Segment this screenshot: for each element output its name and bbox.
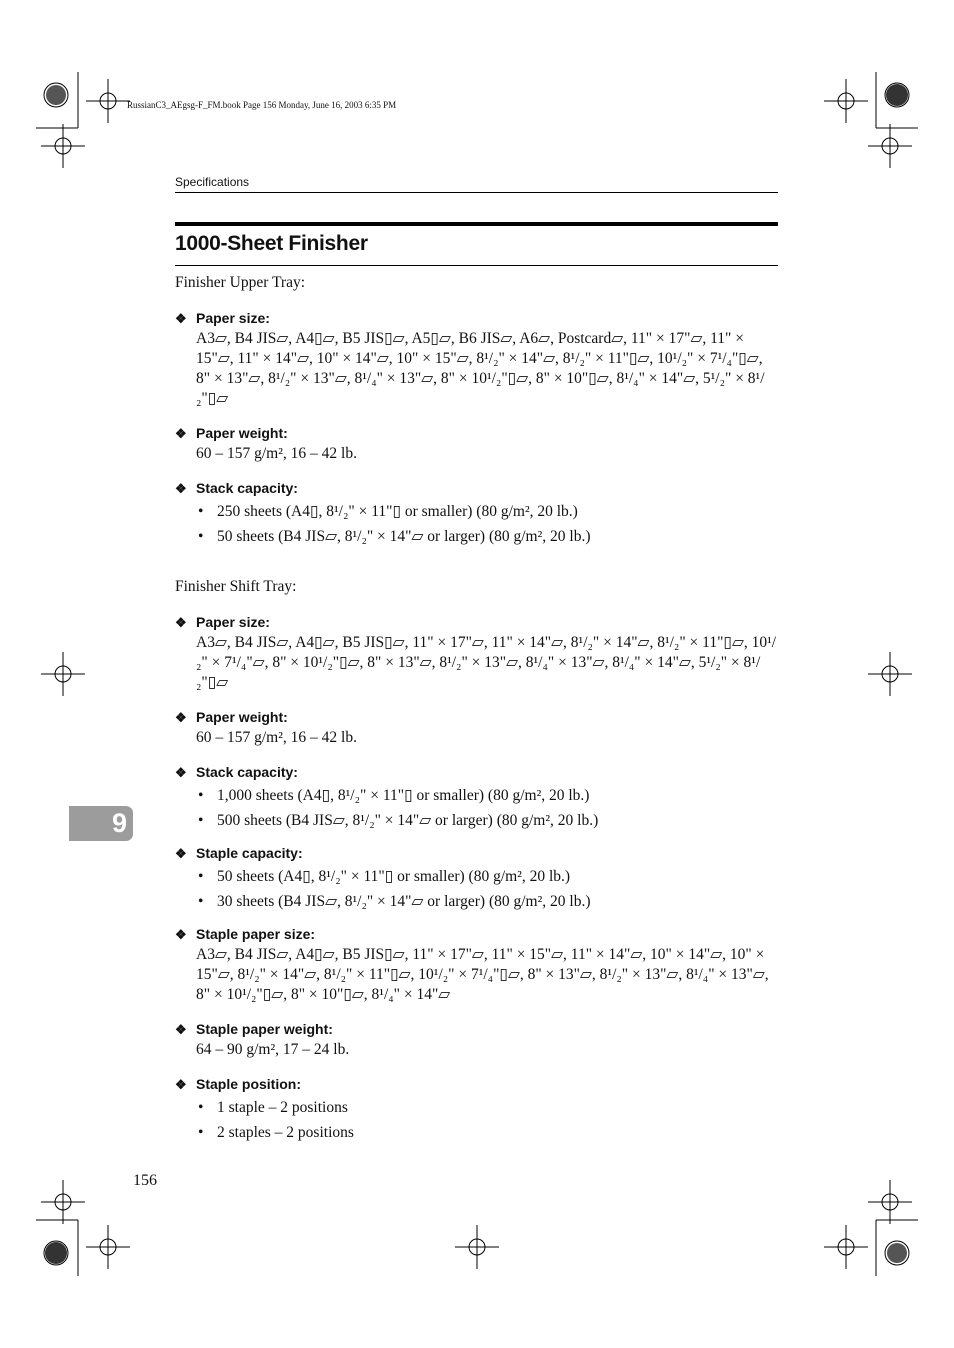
shift-tray-title: Finisher Shift Tray: — [175, 578, 297, 595]
diamond-icon: ❖ — [175, 1022, 187, 1037]
staple-paper-weight-label: ❖ Staple paper weight: — [175, 1019, 779, 1040]
staple-position-list — [175, 1095, 779, 1145]
diamond-icon: ❖ — [175, 481, 187, 496]
page-number: 156 — [133, 1172, 157, 1189]
file-info: RussianC3_AEgsg-F_FM.book Page 156 Monday, June 16, 2003 6:35 PM — [127, 100, 397, 110]
list-item: • 500 sheets (B4 JIS▱, 8¹/₂" × 14"▱ or larger) (80 g/m², 20 lb.) — [196, 808, 779, 833]
title-rule — [175, 265, 778, 266]
chapter-tab: 9 — [69, 806, 133, 841]
diamond-icon: ❖ — [175, 846, 187, 861]
diamond-icon: ❖ — [175, 1077, 187, 1092]
heading-bar — [175, 222, 778, 226]
staple-paper-size-label: ❖ Staple paper size: — [175, 924, 779, 945]
upper-paper-weight-label: ❖ Paper weight: — [175, 423, 779, 444]
content — [175, 273, 779, 1145]
diamond-icon: ❖ — [175, 311, 187, 326]
upper-paper-weight-text: 60 – 157 g/m², 16 – 42 lb. — [196, 445, 357, 462]
diamond-icon: ❖ — [175, 927, 187, 942]
diamond-icon: ❖ — [175, 426, 187, 441]
staple-paper-size-text: A3▱, B4 JIS▱, A4▯▱, B5 JIS▯▱, 11" × 17"▱, 11" × 15"▱, 11" × 14"▱, 10" × 14"▱, 10" × 15"▱, 8¹/₂" × 14"▱, 8¹/₂" × 11"▯▱, 10¹/₂" × 7¹/₄"▯▱, 8" × 13"▱, 8¹/₂" × 13"▱, 8¹/₄" × 13"▱, 8" × 10¹/₂"▯▱, 8" × 10"▯▱, 8¹/₄" × 14"▱ — [196, 946, 769, 1003]
upper-stack-capacity-label: ❖ Stack capacity: — [175, 478, 779, 499]
list-item: • 2 staples – 2 positions — [196, 1120, 779, 1145]
list-item: • 50 sheets (A4▯, 8¹/₂" × 11"▯ or smaller) (80 g/m², 20 lb.) — [196, 864, 779, 889]
shift-paper-weight-label: ❖ Paper weight: — [175, 707, 779, 728]
upper-paper-size-text: A3▱, B4 JIS▱, A4▯▱, B5 JIS▯▱, A5▯▱, B6 JIS▱, A6▱, Postcard▱, 11" × 17"▱, 11" × 15"▱, 11" × 14"▱, 10" × 14"▱, 10" × 15"▱, 8¹/₂" × 14"▱, 8¹/₂" × 11"▯▱, 10¹/₂" × 7¹/₄"▯▱, 8" × 13"▱, 8¹/₂" × 13"▱, 8¹/₄" × 13"▱, 8" × 10¹/₂"▯▱, 8" × 10"▯▱, 8¹/₄" × 14"▱, 5¹/₂" × 8¹/₂"▯▱ — [196, 330, 765, 407]
list-item: • 1,000 sheets (A4▯, 8¹/₂" × 11"▯ or smaller) (80 g/m², 20 lb.) — [196, 783, 779, 808]
list-item: • 50 sheets (B4 JIS▱, 8¹/₂" × 14"▱ or larger) (80 g/m², 20 lb.) — [196, 524, 779, 549]
staple-capacity-label: ❖ Staple capacity: — [175, 843, 779, 864]
shift-paper-weight-text: 60 – 157 g/m², 16 – 42 lb. — [196, 729, 357, 746]
header-rule — [175, 192, 778, 193]
upper-paper-size-label: ❖ Paper size: — [175, 308, 779, 329]
shift-paper-size-text: A3▱, B4 JIS▱, A4▯▱, B5 JIS▯▱, 11" × 17"▱, 11" × 14"▱, 8¹/₂" × 14"▱, 8¹/₂" × 11"▯▱, 10¹/₂" × 7¹/₄"▱, 8" × 10¹/₂"▯▱, 8" × 13"▱, 8¹/₂" × 13"▱, 8¹/₄" × 13"▱, 8¹/₄" × 14"▱, 5¹/₂" × 8¹/₂"▯▱ — [196, 634, 777, 691]
upper-tray-title: Finisher Upper Tray: — [175, 274, 306, 291]
upper-stack-capacity-list — [175, 499, 779, 549]
staple-paper-weight-text: 64 – 90 g/m², 17 – 24 lb. — [196, 1041, 350, 1058]
diamond-icon: ❖ — [175, 710, 187, 725]
list-item: • 250 sheets (A4▯, 8¹/₂" × 11"▯ or smaller) (80 g/m², 20 lb.) — [196, 499, 779, 524]
section-title: 1000-Sheet Finisher — [175, 232, 368, 255]
staple-capacity-list — [175, 864, 779, 914]
staple-position-label: ❖ Staple position: — [175, 1074, 779, 1095]
list-item: • 1 staple – 2 positions — [196, 1095, 779, 1120]
shift-paper-size-label: ❖ Paper size: — [175, 612, 779, 633]
running-header: Specifications — [175, 175, 250, 189]
list-item: • 30 sheets (B4 JIS▱, 8¹/₂" × 14"▱ or larger) (80 g/m², 20 lb.) — [196, 889, 779, 914]
diamond-icon: ❖ — [175, 765, 187, 780]
shift-stack-capacity-list — [175, 783, 779, 833]
diamond-icon: ❖ — [175, 615, 187, 630]
shift-stack-capacity-label: ❖ Stack capacity: — [175, 762, 779, 783]
